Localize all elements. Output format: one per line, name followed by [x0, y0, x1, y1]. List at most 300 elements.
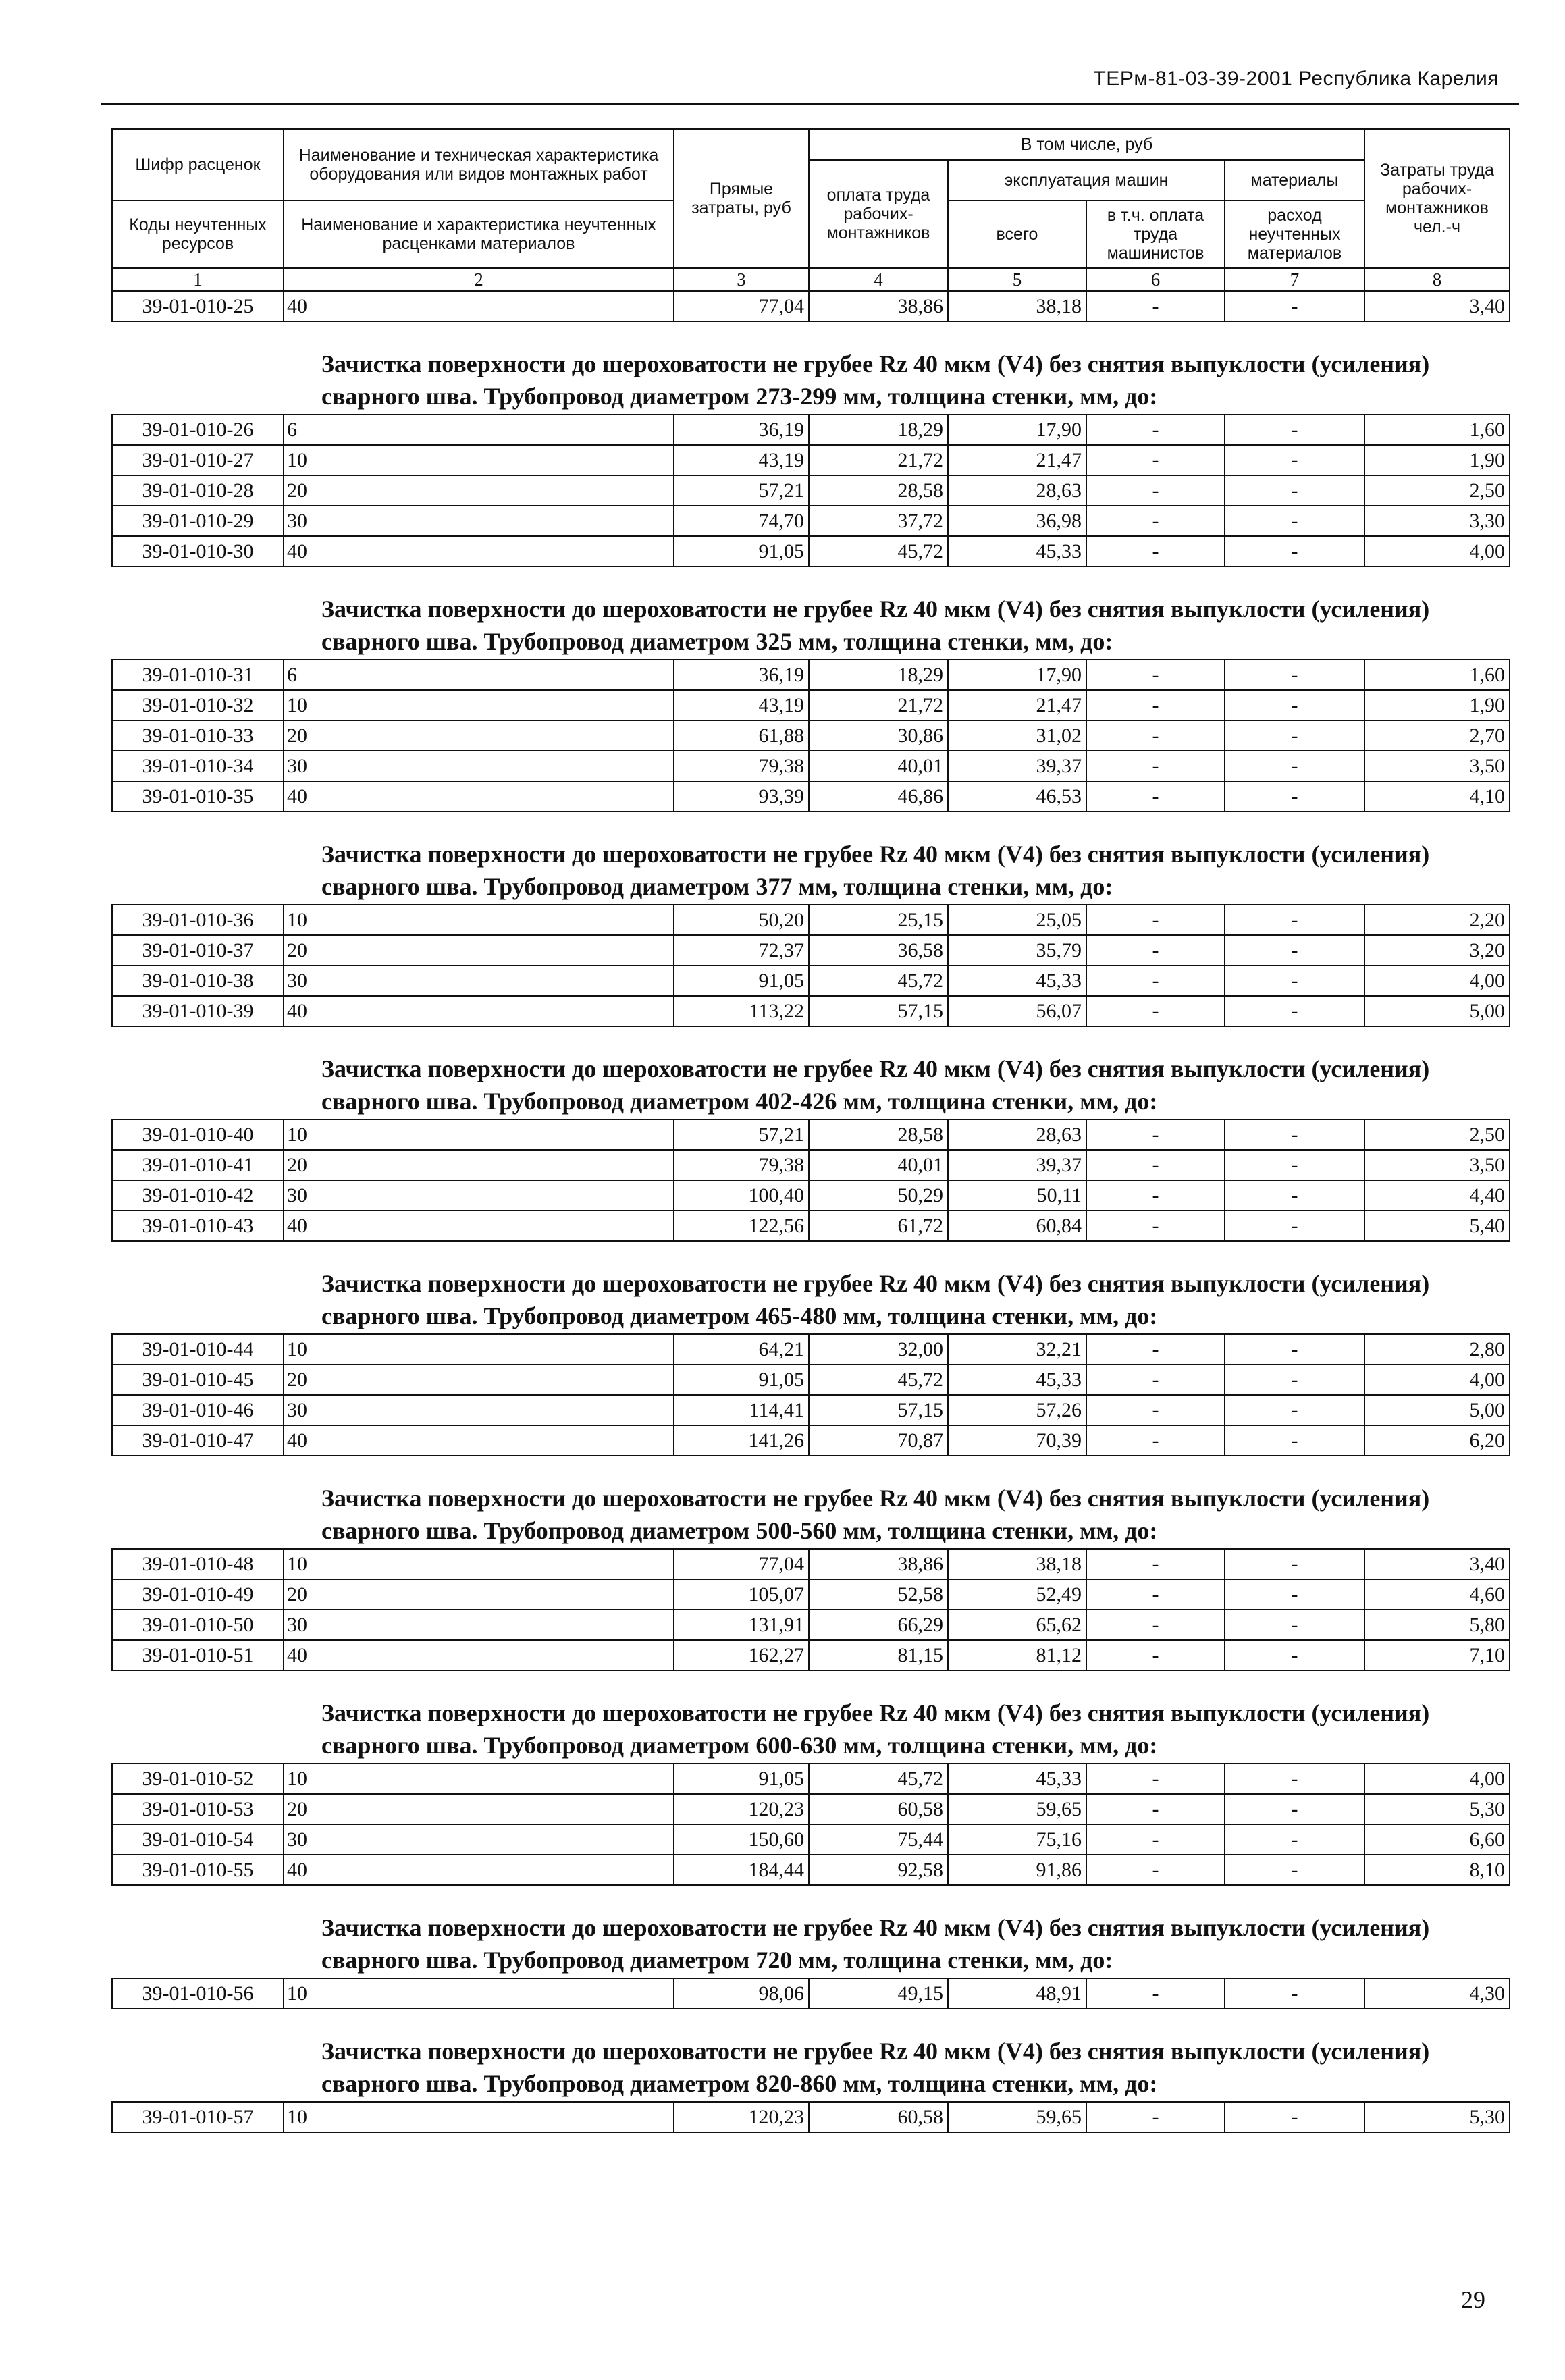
- worker-wages-cell: 49,15: [809, 1978, 948, 2009]
- labor-costs-cell: 2,80: [1364, 1334, 1510, 1365]
- column-number: 4: [809, 268, 948, 291]
- rate-code-cell: 39-01-010-42: [112, 1180, 284, 1211]
- labor-costs-cell: 3,40: [1364, 1549, 1510, 1579]
- rate-code-cell: 39-01-010-53: [112, 1794, 284, 1824]
- worker-wages-cell: 18,29: [809, 660, 948, 690]
- labor-costs-cell: 5,30: [1364, 1794, 1510, 1824]
- machinist-wages-cell: -: [1086, 1978, 1225, 2009]
- direct-costs-cell: 43,19: [674, 690, 809, 720]
- wall-thickness-cell: 10: [284, 1549, 674, 1579]
- wall-thickness-cell: 10: [284, 690, 674, 720]
- rate-code-cell: 39-01-010-35: [112, 781, 284, 812]
- worker-wages-cell: 36,58: [809, 935, 948, 966]
- machine-costs-cell: 25,05: [948, 905, 1086, 935]
- machinist-wages-cell: -: [1086, 291, 1225, 321]
- direct-costs-cell: 184,44: [674, 1855, 809, 1885]
- rate-code-cell: 39-01-010-37: [112, 935, 284, 966]
- section-heading-row: [112, 1026, 1510, 1119]
- worker-wages-cell: 30,86: [809, 720, 948, 751]
- worker-wages-cell: 21,72: [809, 690, 948, 720]
- table-row: [112, 996, 1510, 1026]
- wall-thickness-cell: 20: [284, 1794, 674, 1824]
- machinist-wages-cell: -: [1086, 1180, 1225, 1211]
- direct-costs-cell: 36,19: [674, 660, 809, 690]
- header-rule: [101, 103, 1519, 105]
- direct-costs-cell: 43,19: [674, 445, 809, 475]
- direct-costs-cell: 122,56: [674, 1211, 809, 1241]
- machinist-wages-cell: -: [1086, 506, 1225, 536]
- section-title: Зачистка поверхности до шероховатости не грубее Rz 40 мкм (V4) без снятия выпуклости (усиления) сварного шва. Трубопровод диаметром 325 мм, толщина стенки, мм, до:: [112, 566, 1510, 660]
- machine-costs-cell: 45,33: [948, 1764, 1086, 1794]
- materials-consumption-cell: -: [1225, 1150, 1364, 1180]
- machinist-wages-cell: -: [1086, 1640, 1225, 1670]
- machinist-wages-cell: -: [1086, 751, 1225, 781]
- materials-consumption-cell: -: [1225, 1794, 1364, 1824]
- worker-wages-cell: 45,72: [809, 966, 948, 996]
- worker-wages-cell: 37,72: [809, 506, 948, 536]
- section-heading-row: [112, 566, 1510, 660]
- materials-consumption-cell: -: [1225, 2102, 1364, 2132]
- machine-costs-cell: 17,90: [948, 660, 1086, 690]
- wall-thickness-cell: 30: [284, 506, 674, 536]
- rate-code-cell: 39-01-010-33: [112, 720, 284, 751]
- wall-thickness-cell: 40: [284, 996, 674, 1026]
- wall-thickness-cell: 10: [284, 905, 674, 935]
- header-materials-consumption: расход неучтенных материалов: [1225, 201, 1364, 268]
- labor-costs-cell: 3,50: [1364, 751, 1510, 781]
- wall-thickness-cell: 40: [284, 1855, 674, 1885]
- direct-costs-cell: 91,05: [674, 536, 809, 566]
- direct-costs-cell: 91,05: [674, 966, 809, 996]
- machinist-wages-cell: -: [1086, 1549, 1225, 1579]
- page-number: 29: [1461, 2286, 1485, 2313]
- machine-costs-cell: 56,07: [948, 996, 1086, 1026]
- worker-wages-cell: 61,72: [809, 1211, 948, 1241]
- direct-costs-cell: 100,40: [674, 1180, 809, 1211]
- wall-thickness-cell: 10: [284, 1764, 674, 1794]
- direct-costs-cell: 79,38: [674, 751, 809, 781]
- table-row: [112, 1824, 1510, 1855]
- materials-consumption-cell: -: [1225, 291, 1364, 321]
- rate-code-cell: 39-01-010-25: [112, 291, 284, 321]
- table-row: [112, 1549, 1510, 1579]
- table-row: [112, 445, 1510, 475]
- machinist-wages-cell: -: [1086, 1610, 1225, 1640]
- machine-costs-cell: 59,65: [948, 1794, 1086, 1824]
- wall-thickness-cell: 10: [284, 2102, 674, 2132]
- worker-wages-cell: 50,29: [809, 1180, 948, 1211]
- direct-costs-cell: 79,38: [674, 1150, 809, 1180]
- rate-code-cell: 39-01-010-45: [112, 1365, 284, 1395]
- table-row: [112, 966, 1510, 996]
- machine-costs-cell: 28,63: [948, 475, 1086, 506]
- machine-costs-cell: 48,91: [948, 1978, 1086, 2009]
- wall-thickness-cell: 10: [284, 1334, 674, 1365]
- table-row: [112, 291, 1510, 321]
- labor-costs-cell: 4,30: [1364, 1978, 1510, 2009]
- worker-wages-cell: 28,58: [809, 475, 948, 506]
- materials-consumption-cell: -: [1225, 690, 1364, 720]
- worker-wages-cell: 28,58: [809, 1119, 948, 1150]
- rate-code-cell: 39-01-010-51: [112, 1640, 284, 1670]
- column-number-row: [112, 268, 1510, 291]
- rate-code-cell: 39-01-010-49: [112, 1579, 284, 1610]
- column-number: 3: [674, 268, 809, 291]
- wall-thickness-cell: 20: [284, 1150, 674, 1180]
- direct-costs-cell: 131,91: [674, 1610, 809, 1640]
- worker-wages-cell: 45,72: [809, 1764, 948, 1794]
- worker-wages-cell: 70,87: [809, 1425, 948, 1456]
- direct-costs-cell: 77,04: [674, 1549, 809, 1579]
- machinist-wages-cell: -: [1086, 1794, 1225, 1824]
- labor-costs-cell: 1,60: [1364, 660, 1510, 690]
- machine-costs-cell: 75,16: [948, 1824, 1086, 1855]
- worker-wages-cell: 66,29: [809, 1610, 948, 1640]
- rates-table: [111, 128, 1510, 2133]
- machine-costs-cell: 45,33: [948, 536, 1086, 566]
- header-machinist-wages: в т.ч. оплата труда машинистов: [1086, 201, 1225, 268]
- table-row: [112, 1855, 1510, 1885]
- machine-costs-cell: 45,33: [948, 1365, 1086, 1395]
- worker-wages-cell: 60,58: [809, 2102, 948, 2132]
- table-row: [112, 506, 1510, 536]
- column-number: 5: [948, 268, 1086, 291]
- machinist-wages-cell: -: [1086, 996, 1225, 1026]
- materials-consumption-cell: -: [1225, 1640, 1364, 1670]
- section-heading-row: [112, 321, 1510, 415]
- machine-costs-cell: 50,11: [948, 1180, 1086, 1211]
- direct-costs-cell: 91,05: [674, 1365, 809, 1395]
- machine-costs-cell: 28,63: [948, 1119, 1086, 1150]
- materials-consumption-cell: -: [1225, 475, 1364, 506]
- machine-costs-cell: 36,98: [948, 506, 1086, 536]
- direct-costs-cell: 120,23: [674, 1794, 809, 1824]
- materials-consumption-cell: -: [1225, 935, 1364, 966]
- wall-thickness-cell: 6: [284, 415, 674, 445]
- machinist-wages-cell: -: [1086, 660, 1225, 690]
- table-row: [112, 690, 1510, 720]
- machine-costs-cell: 38,18: [948, 1549, 1086, 1579]
- worker-wages-cell: 40,01: [809, 1150, 948, 1180]
- table-row: [112, 2102, 1510, 2132]
- table-row: [112, 1211, 1510, 1241]
- labor-costs-cell: 2,70: [1364, 720, 1510, 751]
- wall-thickness-cell: 10: [284, 445, 674, 475]
- rate-code-cell: 39-01-010-54: [112, 1824, 284, 1855]
- header-labor: Затраты труда рабочих-монтажников чел.-ч: [1364, 129, 1510, 268]
- worker-wages-cell: 45,72: [809, 1365, 948, 1395]
- wall-thickness-cell: 30: [284, 1395, 674, 1425]
- wall-thickness-cell: 10: [284, 1978, 674, 2009]
- worker-wages-cell: 32,00: [809, 1334, 948, 1365]
- wall-thickness-cell: 40: [284, 781, 674, 812]
- machinist-wages-cell: -: [1086, 720, 1225, 751]
- labor-costs-cell: 3,30: [1364, 506, 1510, 536]
- wall-thickness-cell: 30: [284, 1824, 674, 1855]
- machine-costs-cell: 39,37: [948, 1150, 1086, 1180]
- table-row: [112, 1640, 1510, 1670]
- rate-code-cell: 39-01-010-32: [112, 690, 284, 720]
- table-row: [112, 1180, 1510, 1211]
- column-number: 6: [1086, 268, 1225, 291]
- labor-costs-cell: 3,50: [1364, 1150, 1510, 1180]
- machinist-wages-cell: -: [1086, 1211, 1225, 1241]
- rate-code-cell: 39-01-010-40: [112, 1119, 284, 1150]
- table-row: [112, 751, 1510, 781]
- header-name-bottom: Наименование и характеристика неучтенных расценками материалов: [284, 201, 674, 268]
- wall-thickness-cell: 40: [284, 536, 674, 566]
- machine-costs-cell: 21,47: [948, 690, 1086, 720]
- rate-code-cell: 39-01-010-52: [112, 1764, 284, 1794]
- wall-thickness-cell: 20: [284, 1365, 674, 1395]
- materials-consumption-cell: -: [1225, 1425, 1364, 1456]
- direct-costs-cell: 98,06: [674, 1978, 809, 2009]
- worker-wages-cell: 52,58: [809, 1579, 948, 1610]
- materials-consumption-cell: -: [1225, 781, 1364, 812]
- machine-costs-cell: 81,12: [948, 1640, 1086, 1670]
- rate-code-cell: 39-01-010-48: [112, 1549, 284, 1579]
- direct-costs-cell: 72,37: [674, 935, 809, 966]
- header-direct: Прямые затраты, руб: [674, 129, 809, 268]
- labor-costs-cell: 2,50: [1364, 475, 1510, 506]
- machinist-wages-cell: -: [1086, 935, 1225, 966]
- section-title: Зачистка поверхности до шероховатости не грубее Rz 40 мкм (V4) без снятия выпуклости (усиления) сварного шва. Трубопровод диаметром 600-630 мм, толщина стенки, мм, до:: [112, 1670, 1510, 1764]
- machine-costs-cell: 17,90: [948, 415, 1086, 445]
- machinist-wages-cell: -: [1086, 905, 1225, 935]
- materials-consumption-cell: -: [1225, 445, 1364, 475]
- section-title: Зачистка поверхности до шероховатости не грубее Rz 40 мкм (V4) без снятия выпуклости (усиления) сварного шва. Трубопровод диаметром 820-860 мм, толщина стенки, мм, до:: [112, 2009, 1510, 2102]
- direct-costs-cell: 57,21: [674, 475, 809, 506]
- rate-code-cell: 39-01-010-55: [112, 1855, 284, 1885]
- wall-thickness-cell: 40: [284, 1211, 674, 1241]
- header-machines-total: всего: [948, 201, 1086, 268]
- labor-costs-cell: 5,40: [1364, 1211, 1510, 1241]
- table-row: [112, 475, 1510, 506]
- section-heading-row: [112, 2009, 1510, 2102]
- rate-code-cell: 39-01-010-36: [112, 905, 284, 935]
- worker-wages-cell: 25,15: [809, 905, 948, 935]
- machine-costs-cell: 60,84: [948, 1211, 1086, 1241]
- header-name-top: Наименование и техническая характеристика оборудования или видов монтажных работ: [284, 129, 674, 201]
- section-title: Зачистка поверхности до шероховатости не грубее Rz 40 мкм (V4) без снятия выпуклости (усиления) сварного шва. Трубопровод диаметром 377 мм, толщина стенки, мм, до:: [112, 812, 1510, 905]
- materials-consumption-cell: -: [1225, 1824, 1364, 1855]
- direct-costs-cell: 36,19: [674, 415, 809, 445]
- machine-costs-cell: 38,18: [948, 291, 1086, 321]
- labor-costs-cell: 4,00: [1364, 536, 1510, 566]
- rate-code-cell: 39-01-010-43: [112, 1211, 284, 1241]
- labor-costs-cell: 2,20: [1364, 905, 1510, 935]
- machinist-wages-cell: -: [1086, 2102, 1225, 2132]
- wall-thickness-cell: 10: [284, 1119, 674, 1150]
- worker-wages-cell: 18,29: [809, 415, 948, 445]
- machinist-wages-cell: -: [1086, 1425, 1225, 1456]
- machine-costs-cell: 31,02: [948, 720, 1086, 751]
- direct-costs-cell: 114,41: [674, 1395, 809, 1425]
- labor-costs-cell: 4,00: [1364, 966, 1510, 996]
- table-row: [112, 1764, 1510, 1794]
- machinist-wages-cell: -: [1086, 415, 1225, 445]
- table-row: [112, 415, 1510, 445]
- rate-code-cell: 39-01-010-29: [112, 506, 284, 536]
- machinist-wages-cell: -: [1086, 1150, 1225, 1180]
- rate-code-cell: 39-01-010-46: [112, 1395, 284, 1425]
- section-heading-row: [112, 812, 1510, 905]
- materials-consumption-cell: -: [1225, 1395, 1364, 1425]
- labor-costs-cell: 3,40: [1364, 291, 1510, 321]
- labor-costs-cell: 4,00: [1364, 1365, 1510, 1395]
- section-title: Зачистка поверхности до шероховатости не грубее Rz 40 мкм (V4) без снятия выпуклости (усиления) сварного шва. Трубопровод диаметром 402-426 мм, толщина стенки, мм, до:: [112, 1026, 1510, 1119]
- materials-consumption-cell: -: [1225, 1334, 1364, 1365]
- header-wages: оплата труда рабочих-монтажников: [809, 160, 948, 268]
- wall-thickness-cell: 30: [284, 966, 674, 996]
- direct-costs-cell: 120,23: [674, 2102, 809, 2132]
- rate-code-cell: 39-01-010-56: [112, 1978, 284, 2009]
- table-row: [112, 660, 1510, 690]
- machinist-wages-cell: -: [1086, 1824, 1225, 1855]
- direct-costs-cell: 105,07: [674, 1579, 809, 1610]
- column-number: 1: [112, 268, 284, 291]
- rate-code-cell: 39-01-010-28: [112, 475, 284, 506]
- table-row: [112, 1425, 1510, 1456]
- wall-thickness-cell: 40: [284, 1640, 674, 1670]
- section-heading-row: [112, 1241, 1510, 1334]
- machinist-wages-cell: -: [1086, 1365, 1225, 1395]
- labor-costs-cell: 5,00: [1364, 996, 1510, 1026]
- materials-consumption-cell: -: [1225, 1610, 1364, 1640]
- labor-costs-cell: 4,10: [1364, 781, 1510, 812]
- machine-costs-cell: 45,33: [948, 966, 1086, 996]
- wall-thickness-cell: 20: [284, 720, 674, 751]
- materials-consumption-cell: -: [1225, 966, 1364, 996]
- table-row: [112, 1610, 1510, 1640]
- table-row: [112, 935, 1510, 966]
- rate-code-cell: 39-01-010-31: [112, 660, 284, 690]
- header-machines: эксплуатация машин: [948, 160, 1225, 201]
- labor-costs-cell: 5,00: [1364, 1395, 1510, 1425]
- worker-wages-cell: 60,58: [809, 1794, 948, 1824]
- wall-thickness-cell: 40: [284, 291, 674, 321]
- wall-thickness-cell: 30: [284, 751, 674, 781]
- machinist-wages-cell: -: [1086, 1764, 1225, 1794]
- worker-wages-cell: 57,15: [809, 996, 948, 1026]
- section-title: Зачистка поверхности до шероховатости не грубее Rz 40 мкм (V4) без снятия выпуклости (усиления) сварного шва. Трубопровод диаметром 720 мм, толщина стенки, мм, до:: [112, 1885, 1510, 1978]
- labor-costs-cell: 1,60: [1364, 415, 1510, 445]
- direct-costs-cell: 162,27: [674, 1640, 809, 1670]
- worker-wages-cell: 92,58: [809, 1855, 948, 1885]
- materials-consumption-cell: -: [1225, 751, 1364, 781]
- wall-thickness-cell: 20: [284, 1579, 674, 1610]
- wall-thickness-cell: 20: [284, 475, 674, 506]
- machine-costs-cell: 91,86: [948, 1855, 1086, 1885]
- worker-wages-cell: 81,15: [809, 1640, 948, 1670]
- table-row: [112, 1794, 1510, 1824]
- section-heading-row: [112, 1885, 1510, 1978]
- rate-code-cell: 39-01-010-39: [112, 996, 284, 1026]
- header-code-top: Шифр расценок: [112, 129, 284, 201]
- labor-costs-cell: 6,60: [1364, 1824, 1510, 1855]
- labor-costs-cell: 2,50: [1364, 1119, 1510, 1150]
- direct-costs-cell: 93,39: [674, 781, 809, 812]
- rate-code-cell: 39-01-010-50: [112, 1610, 284, 1640]
- rate-code-cell: 39-01-010-41: [112, 1150, 284, 1180]
- materials-consumption-cell: -: [1225, 660, 1364, 690]
- section-heading-row: [112, 1456, 1510, 1549]
- wall-thickness-cell: 30: [284, 1180, 674, 1211]
- section-title: Зачистка поверхности до шероховатости не грубее Rz 40 мкм (V4) без снятия выпуклости (усиления) сварного шва. Трубопровод диаметром 465-480 мм, толщина стенки, мм, до:: [112, 1241, 1510, 1334]
- table-row: [112, 1119, 1510, 1150]
- direct-costs-cell: 91,05: [674, 1764, 809, 1794]
- labor-costs-cell: 4,60: [1364, 1579, 1510, 1610]
- page-header: ТЕРм-81-03-39-2001 Республика Карелия: [1093, 68, 1499, 90]
- machinist-wages-cell: -: [1086, 966, 1225, 996]
- wall-thickness-cell: 40: [284, 1425, 674, 1456]
- section-title: Зачистка поверхности до шероховатости не грубее Rz 40 мкм (V4) без снятия выпуклости (усиления) сварного шва. Трубопровод диаметром 273-299 мм, толщина стенки, мм, до:: [112, 321, 1510, 415]
- rate-code-cell: 39-01-010-34: [112, 751, 284, 781]
- machine-costs-cell: 39,37: [948, 751, 1086, 781]
- machine-costs-cell: 52,49: [948, 1579, 1086, 1610]
- table-row: [112, 1365, 1510, 1395]
- wall-thickness-cell: 20: [284, 935, 674, 966]
- table-row: [112, 1978, 1510, 2009]
- materials-consumption-cell: -: [1225, 1211, 1364, 1241]
- materials-consumption-cell: -: [1225, 506, 1364, 536]
- machine-costs-cell: 65,62: [948, 1610, 1086, 1640]
- labor-costs-cell: 5,30: [1364, 2102, 1510, 2132]
- machinist-wages-cell: -: [1086, 1334, 1225, 1365]
- rate-code-cell: 39-01-010-30: [112, 536, 284, 566]
- direct-costs-cell: 113,22: [674, 996, 809, 1026]
- direct-costs-cell: 77,04: [674, 291, 809, 321]
- worker-wages-cell: 57,15: [809, 1395, 948, 1425]
- machinist-wages-cell: -: [1086, 1395, 1225, 1425]
- section-title: Зачистка поверхности до шероховатости не грубее Rz 40 мкм (V4) без снятия выпуклости (усиления) сварного шва. Трубопровод диаметром 500-560 мм, толщина стенки, мм, до:: [112, 1456, 1510, 1549]
- rate-code-cell: 39-01-010-44: [112, 1334, 284, 1365]
- labor-costs-cell: 4,00: [1364, 1764, 1510, 1794]
- table-row: [112, 1334, 1510, 1365]
- machine-costs-cell: 46,53: [948, 781, 1086, 812]
- table-row: [112, 1150, 1510, 1180]
- machinist-wages-cell: -: [1086, 1579, 1225, 1610]
- materials-consumption-cell: -: [1225, 1365, 1364, 1395]
- machinist-wages-cell: -: [1086, 1855, 1225, 1885]
- worker-wages-cell: 45,72: [809, 536, 948, 566]
- table-row: [112, 1395, 1510, 1425]
- machine-costs-cell: 35,79: [948, 935, 1086, 966]
- materials-consumption-cell: -: [1225, 1978, 1364, 2009]
- machinist-wages-cell: -: [1086, 781, 1225, 812]
- machine-costs-cell: 57,26: [948, 1395, 1086, 1425]
- machine-costs-cell: 32,21: [948, 1334, 1086, 1365]
- materials-consumption-cell: -: [1225, 1549, 1364, 1579]
- machinist-wages-cell: -: [1086, 690, 1225, 720]
- rate-code-cell: 39-01-010-47: [112, 1425, 284, 1456]
- table-row: [112, 781, 1510, 812]
- header-code-bottom: Коды неучтенных ресурсов: [112, 201, 284, 268]
- direct-costs-cell: 57,21: [674, 1119, 809, 1150]
- materials-consumption-cell: -: [1225, 1579, 1364, 1610]
- table-row: [112, 1579, 1510, 1610]
- labor-costs-cell: 1,90: [1364, 445, 1510, 475]
- direct-costs-cell: 74,70: [674, 506, 809, 536]
- table-row: [112, 905, 1510, 935]
- worker-wages-cell: 21,72: [809, 445, 948, 475]
- labor-costs-cell: 1,90: [1364, 690, 1510, 720]
- direct-costs-cell: 141,26: [674, 1425, 809, 1456]
- machinist-wages-cell: -: [1086, 475, 1225, 506]
- table-row: [112, 720, 1510, 751]
- machine-costs-cell: 59,65: [948, 2102, 1086, 2132]
- direct-costs-cell: 50,20: [674, 905, 809, 935]
